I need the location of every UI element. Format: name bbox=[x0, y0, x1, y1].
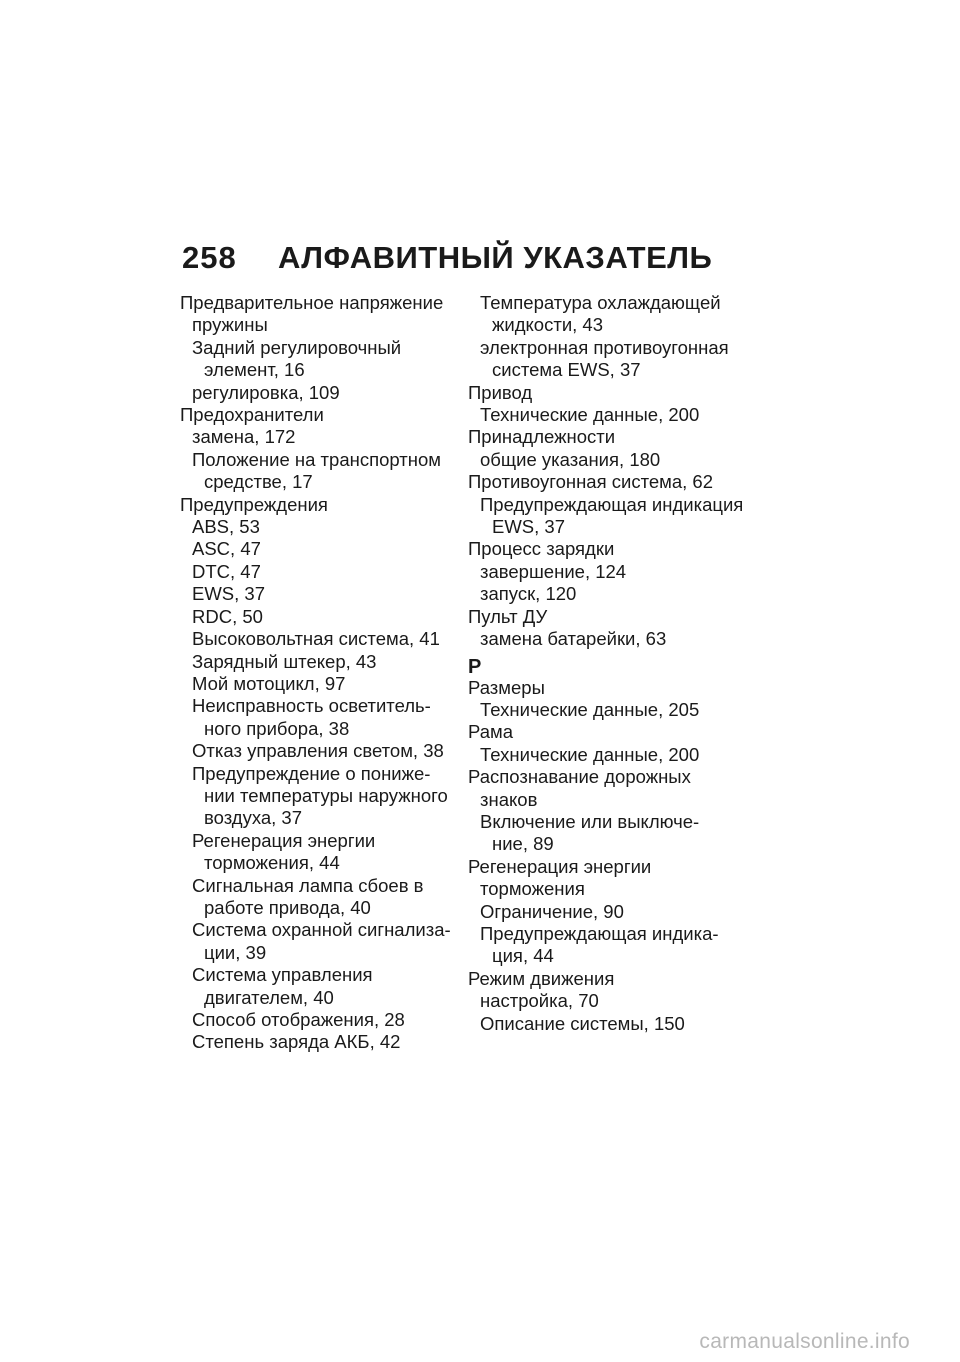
index-entry bbox=[468, 856, 753, 901]
index-subentry bbox=[180, 740, 465, 762]
index-entry bbox=[468, 426, 753, 448]
index-subentry bbox=[468, 1013, 753, 1035]
index-entry-line: Предупреждающая индика- bbox=[480, 922, 719, 944]
index-subentry bbox=[468, 337, 753, 382]
index-subentry bbox=[468, 699, 753, 721]
index-subentry bbox=[180, 875, 465, 920]
index-entry-line: регулировка, 109 bbox=[192, 381, 340, 403]
index-entry-line: Степень заряда АКБ, 42 bbox=[192, 1031, 401, 1053]
index-entry-line: Предупреждения bbox=[180, 493, 328, 515]
index-entry-line: завершение, 124 bbox=[480, 560, 627, 582]
index-entry-line: Пульт ДУ bbox=[468, 605, 548, 627]
index-subentry bbox=[468, 811, 753, 856]
index-entry bbox=[468, 606, 753, 628]
index-entry-line: настройка, 70 bbox=[480, 990, 599, 1012]
index-entry-line: работе привода, 40 bbox=[204, 896, 371, 918]
index-entry-line: элемент, 16 bbox=[204, 359, 305, 381]
index-subentry bbox=[468, 628, 753, 650]
index-column-left bbox=[180, 292, 465, 1054]
index-subentry bbox=[180, 628, 465, 650]
index-subentry bbox=[180, 830, 465, 875]
index-entry-line: нии температуры наружного bbox=[204, 784, 448, 806]
index-subentry bbox=[180, 426, 465, 448]
index-subentry bbox=[180, 964, 465, 1009]
index-subentry bbox=[468, 404, 753, 426]
index-entry-line: Распознавание дорожных bbox=[468, 766, 691, 788]
index-entry-line: замена, 172 bbox=[192, 426, 296, 448]
index-entry-line: жидкости, 43 bbox=[492, 314, 604, 336]
index-entry-line: Ограничение, 90 bbox=[480, 900, 624, 922]
index-entry-line: DTC, 47 bbox=[192, 560, 261, 582]
index-entry bbox=[468, 766, 753, 811]
index-entry-line: Задний регулировочный bbox=[192, 336, 402, 358]
index-subentry bbox=[180, 763, 465, 830]
index-subentry bbox=[180, 337, 465, 382]
index-entry bbox=[180, 292, 465, 337]
watermark: carmanualsonline.info bbox=[699, 1330, 910, 1353]
index-entry-line: ного прибора, 38 bbox=[204, 717, 350, 739]
index-entry-line: запуск, 120 bbox=[480, 583, 577, 605]
index-subentry bbox=[180, 583, 465, 605]
index-subentry bbox=[180, 606, 465, 628]
index-subentry bbox=[180, 1031, 465, 1053]
index-subentry bbox=[468, 990, 753, 1012]
index-entry-line: Система управления bbox=[192, 964, 373, 986]
index-entry-line: знаков bbox=[480, 788, 538, 810]
index-entry-line: ция, 44 bbox=[492, 945, 554, 967]
index-subentry bbox=[180, 919, 465, 964]
index-entry-line: торможения bbox=[480, 878, 585, 900]
page-header bbox=[182, 238, 712, 278]
index-entry-line: Предупреждающая индикация bbox=[480, 493, 744, 515]
index-entry-line: система EWS, 37 bbox=[492, 359, 641, 381]
index-subentry bbox=[468, 923, 753, 968]
index-entry-line: Система охранной сигнализа- bbox=[192, 919, 451, 941]
index-entry-line: Температура охлаждающей bbox=[480, 292, 721, 313]
index-entry-line: Мой мотоцикл, 97 bbox=[192, 672, 346, 694]
index-entry bbox=[468, 538, 753, 560]
index-entry-line: замена батарейки, 63 bbox=[480, 628, 667, 650]
index-entry-line: ции, 39 bbox=[204, 941, 267, 963]
index-subentry bbox=[180, 516, 465, 538]
index-subentry bbox=[468, 494, 753, 539]
index-entry-line: Режим движения bbox=[468, 967, 615, 989]
index-entry-line: RDC, 50 bbox=[192, 605, 263, 627]
index-subentry bbox=[180, 382, 465, 404]
index-entry-line: Технические данные, 200 bbox=[480, 743, 700, 765]
index-entry-line: Регенерация энергии bbox=[192, 829, 376, 851]
index-entry-line: Включение или выключе- bbox=[480, 810, 700, 832]
index-entry-line: Привод bbox=[468, 381, 533, 403]
index-entry bbox=[468, 968, 753, 990]
index-subentry bbox=[180, 1009, 465, 1031]
index-subentry bbox=[468, 449, 753, 471]
index-entry-line: Положение на транспортном bbox=[192, 448, 441, 470]
index-entry-line: электронная противоугонная bbox=[480, 336, 729, 358]
index-entry-line: Неисправность осветитель- bbox=[192, 695, 431, 717]
index-subentry bbox=[468, 901, 753, 923]
index-entry-line: торможения, 44 bbox=[204, 852, 340, 874]
index-entry-line: Принадлежности bbox=[468, 426, 616, 448]
index-entry bbox=[180, 404, 465, 426]
index-entry bbox=[468, 471, 753, 493]
index-entry-line: Процесс зарядки bbox=[468, 538, 615, 560]
index-entry-line: Регенерация энергии bbox=[468, 855, 652, 877]
index-entry-line: EWS, 37 bbox=[492, 516, 565, 538]
index-subentry bbox=[180, 673, 465, 695]
index-entry-line: Размеры bbox=[468, 676, 545, 698]
index-entry-line: EWS, 37 bbox=[192, 583, 265, 605]
index-entry-line: Предохранители bbox=[180, 404, 324, 426]
index-section-letter: Р bbox=[468, 655, 482, 678]
index-entry-line: общие указания, 180 bbox=[480, 448, 661, 470]
index-entry-line: двигателем, 40 bbox=[204, 986, 334, 1008]
index-entry-line: средстве, 17 bbox=[204, 471, 313, 493]
index-subentry bbox=[180, 538, 465, 560]
index-entry-line: Высоковольтная система, 41 bbox=[192, 628, 440, 650]
index-entry-line: воздуха, 37 bbox=[204, 807, 303, 829]
index-entry-line: Сигнальная лампа сбоев в bbox=[192, 874, 424, 896]
index-subentry bbox=[180, 695, 465, 740]
index-entry-line: ASC, 47 bbox=[192, 538, 261, 560]
index-subentry bbox=[468, 744, 753, 766]
index-entry-line: Способ отображения, 28 bbox=[192, 1009, 405, 1030]
index-entry-line: Рама bbox=[468, 721, 514, 743]
index-entry-line: пружины bbox=[192, 314, 268, 336]
index-subentry bbox=[468, 583, 753, 605]
index-subentry bbox=[468, 292, 753, 337]
index-entry-line: Зарядный штекер, 43 bbox=[192, 650, 377, 672]
index-entry bbox=[468, 677, 753, 699]
index-entry-line: Описание системы, 150 bbox=[480, 1012, 685, 1034]
index-subentry bbox=[180, 651, 465, 673]
index-entry-line: Предварительное напряжение bbox=[180, 292, 444, 313]
index-entry bbox=[180, 494, 465, 516]
index-subentry bbox=[180, 449, 465, 494]
index-entry-line: Предупреждение о пониже- bbox=[192, 762, 431, 784]
index-column-right bbox=[468, 292, 753, 1035]
index-entry-line: ние, 89 bbox=[492, 833, 554, 855]
index-entry-line: ABS, 53 bbox=[192, 516, 260, 538]
index-entry-line: Технические данные, 200 bbox=[480, 404, 700, 426]
index-entry-line: Технические данные, 205 bbox=[480, 698, 700, 720]
index-entry-line: Отказ управления светом, 38 bbox=[192, 740, 444, 762]
page-title: АЛФАВИТНЫЙ УКАЗАТЕЛЬ bbox=[278, 240, 713, 275]
index-subentry bbox=[468, 561, 753, 583]
index-entry bbox=[468, 721, 753, 743]
index-entry-line: Противоугонная система, 62 bbox=[468, 471, 713, 493]
page-number: 258 bbox=[182, 240, 237, 275]
index-subentry bbox=[180, 561, 465, 583]
index-entry bbox=[468, 382, 753, 404]
